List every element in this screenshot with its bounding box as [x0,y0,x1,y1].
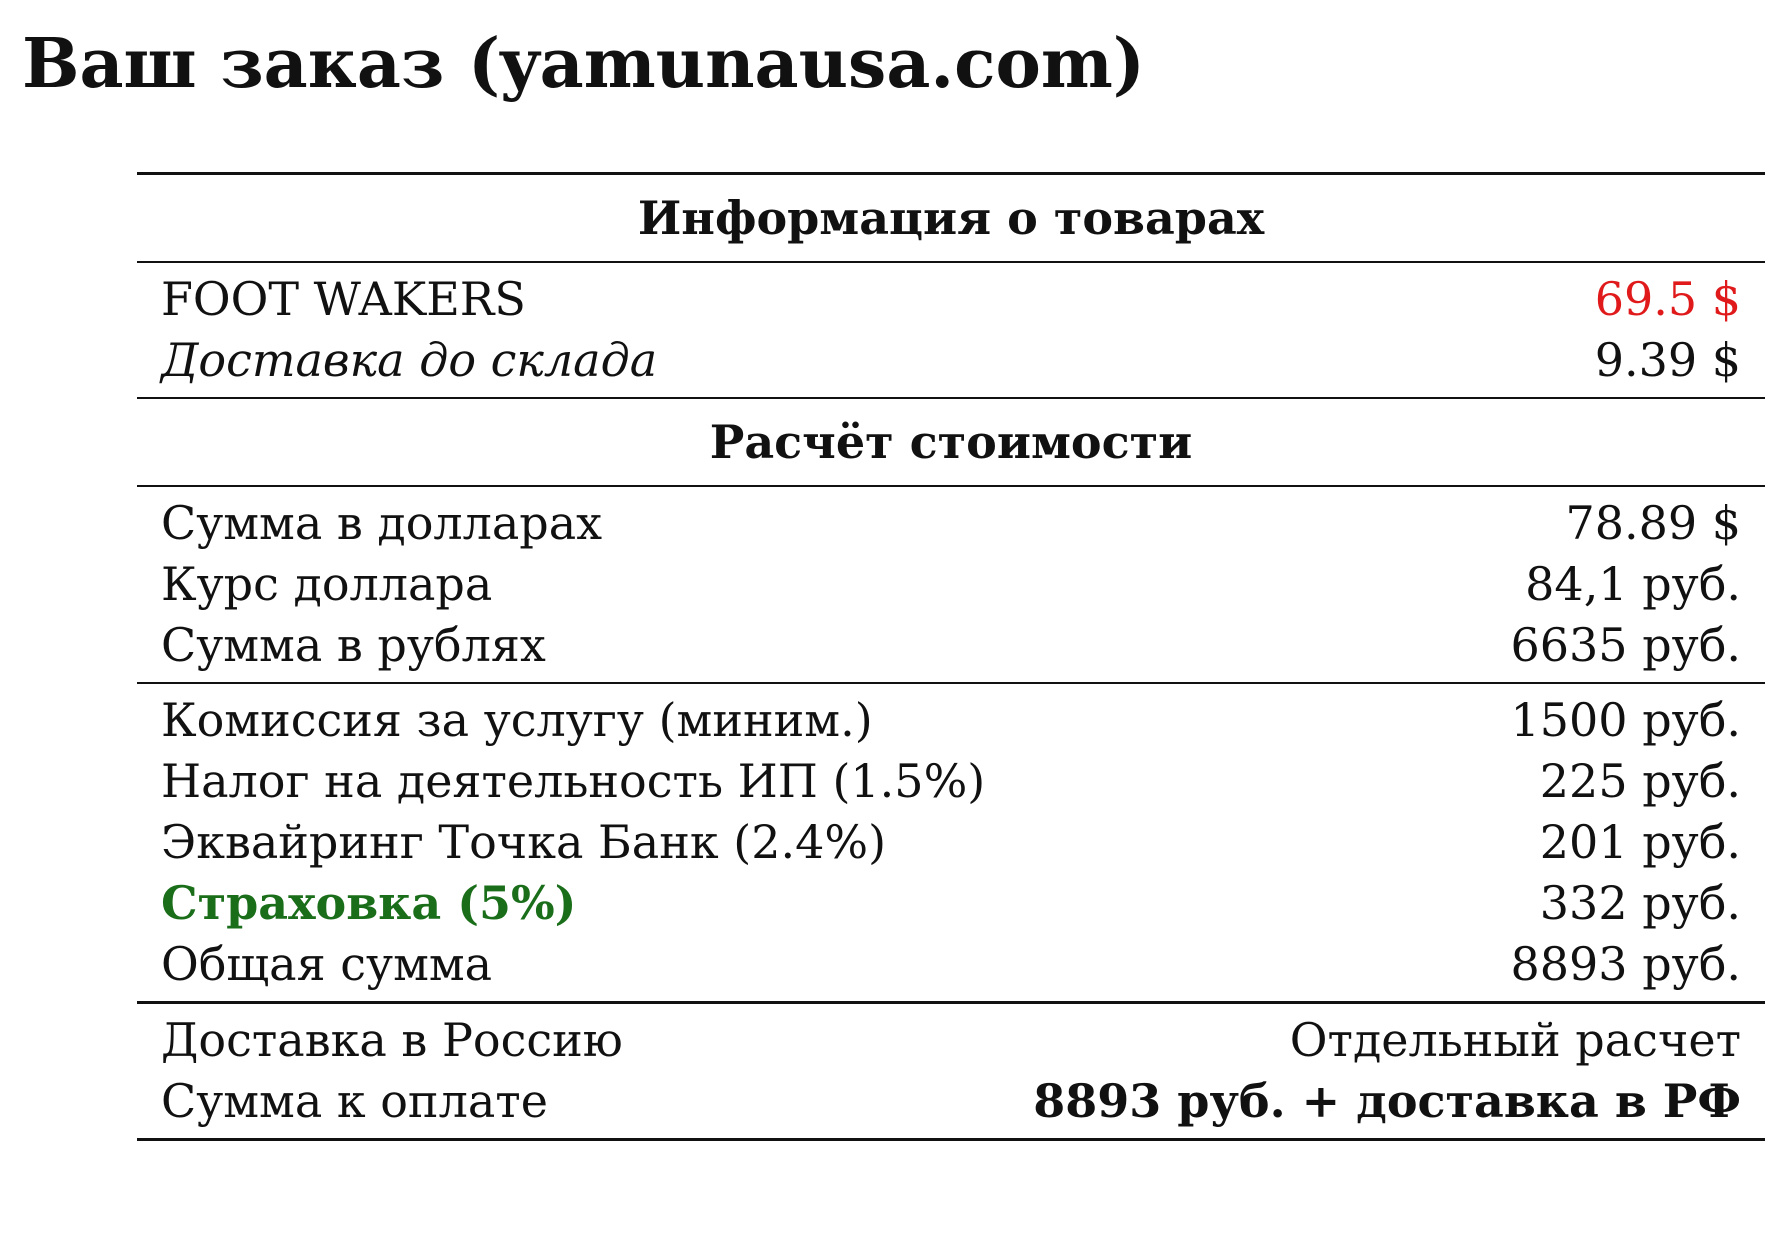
product-name: FOOT WAKERS [161,272,526,326]
amount-due-label: Сумма к оплате [137,1071,1009,1140]
exchange-rate-row [137,554,1765,615]
product-price: 69.5 $ [1594,272,1742,326]
russia-delivery-row [137,1003,1765,1072]
tax-label: Налог на деятельность ИП (1.5%) [161,754,986,808]
order-summary-table [137,172,1765,1141]
sum-rub-value: 6635 руб. [1009,615,1765,683]
amount-due-row [137,1071,1765,1140]
sum-rub-label: Сумма в рублях [137,615,1009,683]
product-row [137,262,1765,330]
warehouse-delivery-value: 9.39 $ [1009,330,1765,398]
insurance-value: 332 руб. [1539,876,1742,930]
products-header-label: Информация о товарах [137,174,1765,263]
acquiring-row [137,812,1765,873]
commission-label: Комиссия за услугу (миним.) [161,693,873,747]
sum-rub-row [137,615,1765,683]
acquiring-label: Эквайринг Точка Банк (2.4%) [161,815,887,869]
calculation-section-header [137,398,1765,486]
sum-usd-label: Сумма в долларах [161,496,603,550]
page-title: Ваш заказ (yamunausa.com) [22,24,1145,104]
amount-due-value: 8893 руб. + доставка в РФ [1009,1071,1765,1140]
commission-row [137,683,1765,751]
sum-usd-row [137,486,1765,554]
russia-delivery-label: Доставка в Россию [161,1013,623,1067]
russia-delivery-value: Отдельный расчет [1289,1013,1742,1067]
insurance-label: Страховка (5%) [161,876,577,930]
acquiring-value: 201 руб. [1539,815,1742,869]
total-label: Общая сумма [137,934,1009,1003]
total-value: 8893 руб. [1009,934,1765,1003]
calculation-header-label: Расчёт стоимости [137,398,1765,486]
warehouse-delivery-label: Доставка до склада [137,330,1009,398]
products-section-header [137,174,1765,263]
insurance-row [137,873,1765,934]
warehouse-delivery-row [137,330,1765,398]
sum-usd-value: 78.89 $ [1565,496,1742,550]
total-row [137,934,1765,1003]
exchange-rate-label: Курс доллара [161,557,493,611]
exchange-rate-value: 84,1 руб. [1525,557,1742,611]
commission-value: 1500 руб. [1510,693,1742,747]
tax-value: 225 руб. [1539,754,1742,808]
tax-row [137,751,1765,812]
